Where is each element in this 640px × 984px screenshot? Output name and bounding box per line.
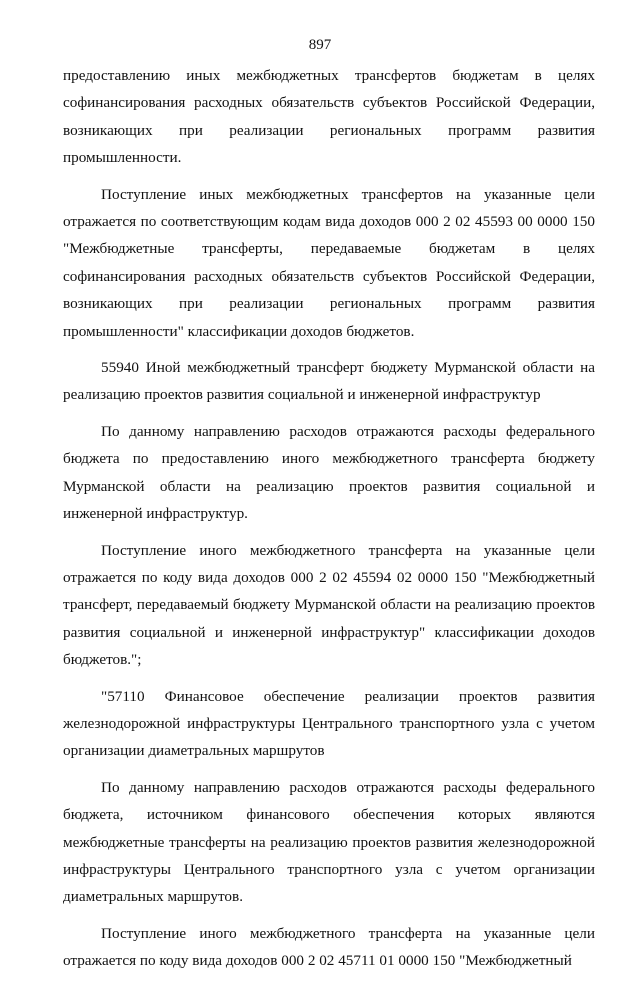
paragraph-expense-description-transport-hub: По данному направлению расходов отражаются расходы федерального бюджета, источником финансового обеспечения которых являются межбюджетные трансферты на реализацию проектов развития железнодорожной инфраструктуры Центрального транспортного узла с учетом организации диаметральных маршрутов. <box>63 778 595 906</box>
paragraph-expense-description-murmansk: По данному направлению расходов отражаются расходы федерального бюджета по предоставлению иного межбюджетного трансферта бюджету Мурманской области на реализацию проектов развития социальной и инженерной инфраструктур. <box>63 422 595 523</box>
page-number: 897 <box>308 37 332 53</box>
paragraph-code-55940-heading: 55940 Иной межбюджетный трансферт бюджету Мурманской области на реализацию проектов развития социальной и инженерной инфраструктур <box>63 359 595 404</box>
paragraph-income-receipt-45593: Поступление иных межбюджетных трансфертов на указанные цели отражается по соответствующим кодам вида доходов 000 2 02 45593 00 0000 150 "Межбюджетные трансферты, передаваемые бюджетам в целях софинансирования расходных обязательств субъектов Российской Федерации, возникающих при реализации региональных программ развития промышленности" классификации доходов бюджетов. <box>63 185 595 340</box>
paragraph-income-receipt-45594: Поступление иного межбюджетного трансферта на указанные цели отражается по коду вида доходов 000 2 02 45594 02 0000 150 "Межбюджетный трансферт, передаваемый бюджету Мурманской области на реализацию проектов развития социальной и инженерной инфраструктур" классификации доходов бюджетов."; <box>63 541 595 669</box>
paragraph-income-receipt-45711: Поступление иного межбюджетного трансферта на указанные цели отражается по коду вида доходов 000 2 02 45711 01 0000 150 "Межбюджетный <box>63 924 595 970</box>
document-body <box>63 62 595 984</box>
paragraph-continuation: предоставлению иных межбюджетных трансфертов бюджетам в целях софинансирования расходных обязательств субъектов Российской Федерации, возникающих при реализации региональных программ развития промышленности. <box>63 67 595 167</box>
paragraph-code-57110-heading: "57110 Финансовое обеспечение реализации проектов развития железнодорожной инфраструктуры Центрального транспортного узла с учетом организации диаметральных маршрутов <box>63 687 595 760</box>
